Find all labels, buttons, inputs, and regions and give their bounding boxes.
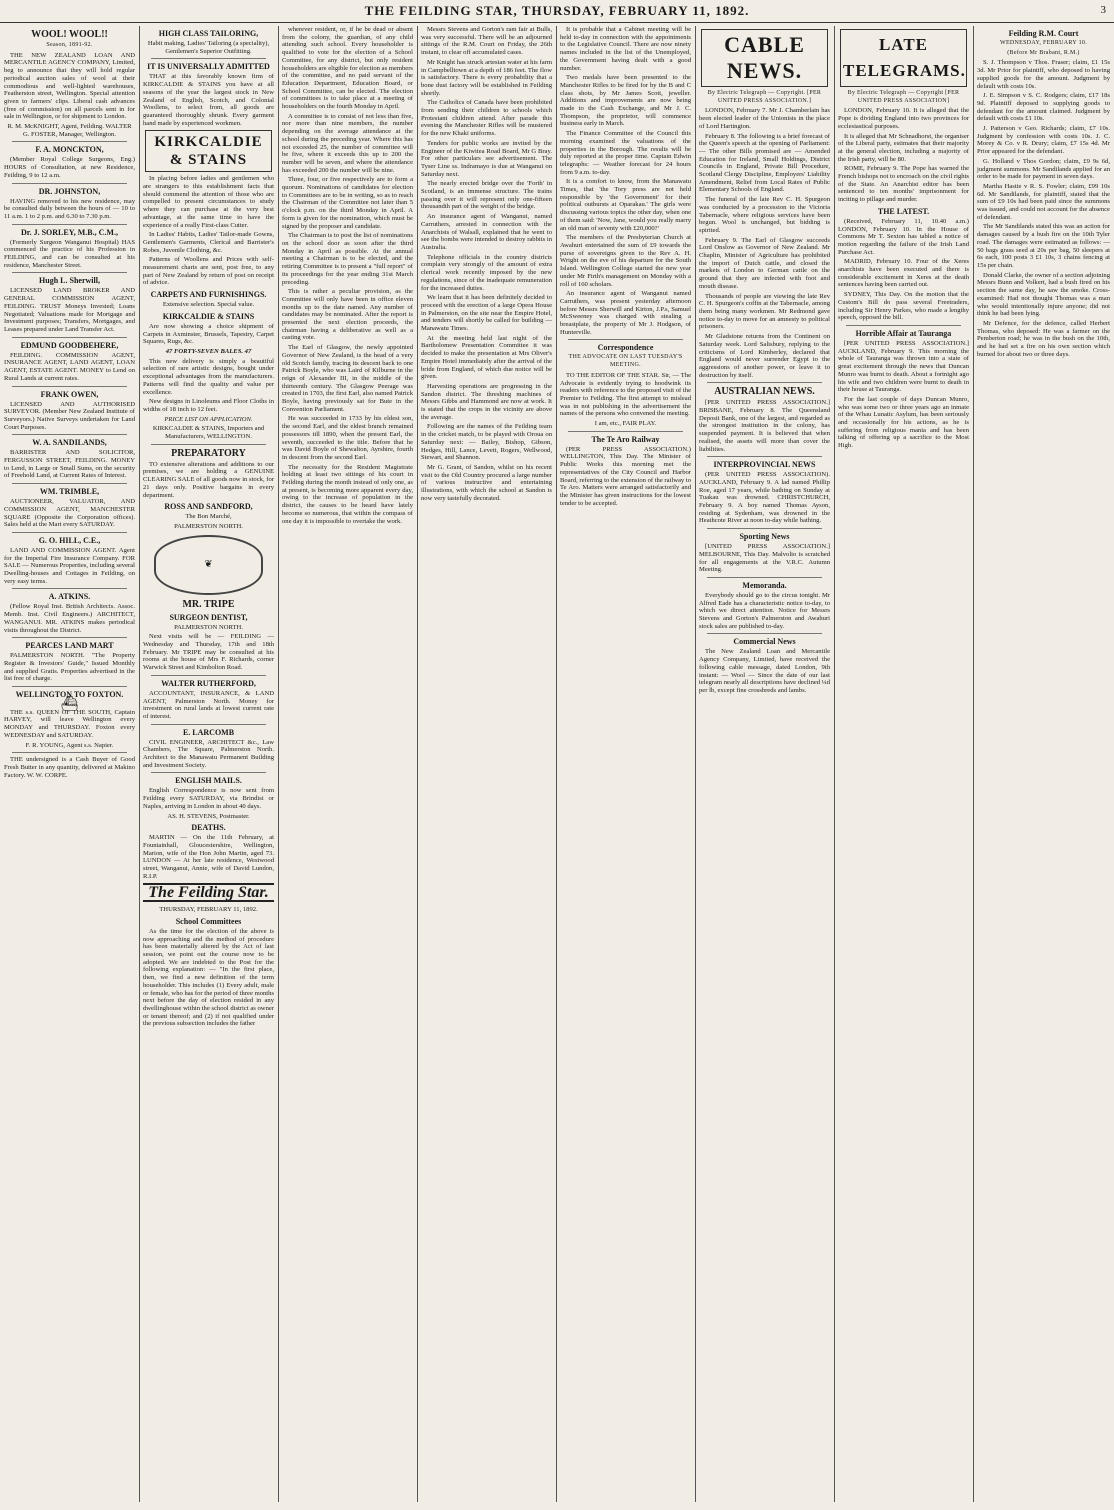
paragraph: Mr Knight has struck artesian water at his farm in Campbelltown at a depth of 186 feet. The flow is satisfactory. There is every probability that a bone dust factory will be established in Feilding shortly. — [421, 58, 552, 97]
divider — [151, 675, 266, 676]
paragraph: The members of the Presbyterian Church at Awahuri entertained the sum of £9 towards the purse of sovereigns given to the Rev A. H. Wright on the eve of his departure for the South Island. Wellington College started the new year under Mr Firth's management on Monday with a roll of 160 scholars. — [560, 234, 691, 288]
goodbehere-body: FEILDING. COMMISSION AGENT, INSURANCE AGENT, LAND AGENT, LOAN AGENT, ESTATE AGENT. MONEY to Lend on Rural Lands at current rates. — [4, 351, 135, 382]
paragraph: Two medals have been presented to the Manchester Rifles to be fired for by the B and C class shots, by Mr James Scott, jeweller. Additions and improvements are now being made to the Cash Exchange, and Mr J. C. Thompson, the proprietor, will commence business early in March. — [560, 74, 691, 128]
tripe-name: MR. TRIPE — [182, 598, 235, 610]
advocate-body: TO THE EDITOR OF THE STAR. Sir, — The Advocate is evidently trying to hoodwink its readers with reference to the proposed visit of the Premier to Feilding. The first attempt to mislead was in not publishing in the advertisement the names of the persons who convened the meeting. — [560, 371, 691, 418]
cable-news-heading: CABLE NEWS. — [724, 32, 805, 83]
paper-title: The Feilding Star. — [148, 883, 269, 901]
paragraph: The Chairman is to post the list of nominations on the school door as soon after the third Monday in April as possible. At the annual meeting a Chairman is to be elected, and the retiring Committee is to present a "full report" of its proceedings for the year ending 31st March preceding. — [282, 232, 413, 286]
paragraph: Donald Clarke, the owner of a section adjoining Messrs Bunn and Volkert, had a bush fired on his section the same day, he saw the smoke. Cross-examined: Had not thought Thomas was a man who would intentionally injure anyone; did not think he had been lying. — [977, 271, 1110, 318]
divider — [12, 183, 127, 184]
divider — [707, 456, 822, 457]
tripe-body: Next visits will be — FEILDING — Wednesday and Thursday, 17th and 18th February. Mr TRIPE may be consulted at his rooms at the house of Mrs F. Richards, corner Warwick Street and Kimbolton Road. — [143, 633, 274, 672]
australian-heading: AUSTRALIAN NEWS. — [714, 386, 815, 398]
divider — [707, 633, 822, 634]
paragraph: A committee is to consist of not less than five, nor more than nine members, the number depending on the average attendance at the school during the preceding year. Where this has not exceeded 25, the number of committee will be five, where it exceeds this up to 200 the number will be seven, and where the attendance has exceeded 200 the number will be nine. — [282, 112, 413, 174]
tripe-heading: SURGEON DENTIST, — [169, 612, 248, 622]
ornament-icon: ❦ — [204, 558, 213, 570]
divider — [12, 337, 127, 338]
column-2-advertisements — [139, 26, 278, 1502]
larcomb-body: CIVIL ENGINEER, ARCHITECT &c., Law Chambers, The Square, Palmerston North. Architect to the Manawatu Permanent Building and Investment Society. — [143, 738, 274, 769]
divider — [12, 483, 127, 484]
latest-heading: THE LATEST. — [877, 206, 930, 216]
paragraph: Three, four, or five respectively are to form a quorum. Nominations of candidates for election to Committees are to be in writing, so as to reach the Chairman of the Committee not later than 5 o'clock p.m. on the third Monday in April. A form is given for the nomination, which must be signed by the proposer and candidate. — [282, 176, 413, 230]
memoranda-heading: Memoranda. — [742, 580, 787, 590]
paragraph: LONDON, February 7. Mr J. Chamberlain has been elected leader of the Unionists in the place of Lord Hartington. — [699, 107, 830, 130]
paragraph: The Earl of Glasgow, the newly appointed Governor of New Zealand, is the head of a very old Scotch family, tracing its descent back to one Patrick Boyle, who was Laird of Kilburne in the reign of Alexander III, in the middle of the thirteenth century. The Glasgow Peerage was created in 1703, the first Earl, also named Patrick Boyle, having previously sat for Bute in the Convention Parliament. — [282, 344, 413, 413]
paragraph: An insurance agent of Wanganui, named Carruthers, arrested in connection with the Anarchists of Walsall, explained that he went to see the bombs were intended to destroy rabbits in Australia. — [421, 213, 552, 251]
divider — [12, 752, 127, 753]
johnston-body: HAVING removed to his new residence, may be consulted daily between the hours of — 10 to 11 a.m. 1 to 2 p.m. and 6.30 to 7.30 p.m. — [4, 197, 135, 220]
paragraph: For the last couple of days Duncan Munro, who was some two or three years ago an inmate of the Whau Lunatic Asylum, has been seriously and occasionally for his actions, as he is suffering from religious mania and has been talking of offering up a sacrifice to the Most High. — [838, 395, 969, 450]
paragraph: He was succeeded in 1733 by his eldest son, the second Earl, and the eldest branch remained possessors till 1890, when the present Earl, the seventh, succeeded to the title. Before that he was David Boyle of Shewalton, Ayrshire, fourth in descent from the second Earl. — [282, 415, 413, 461]
paragraph: J. Patterson v Geo. Richards; claim, £7 10s. Judgment by confession with costs 10s. J. C. Morey & Co. v R. Drury; claim, £7 15s 4d. Mr Prior appeared for the defendant. — [977, 125, 1110, 156]
commercial-body: The New Zealand Loan and Mercantile Agency Company, Limited, have received the following cable message, dated London, 9th instant: — Wool — Since the date of our last telegram nearly all descriptions have declined ¼d per lb, except fine crossbreds and lambs. — [699, 648, 830, 694]
sporting-body: [UNITED PRESS ASSOCIATION.] MELBOURNE, This Day. Malvolio is scratched for all engagements at the V.R.C. Autumn Meeting. — [699, 543, 830, 574]
horrible-affair-body: [PER UNITED PRESS ASSOCIATION.] AUCKLAND, February 9. This morning the whole of Tauranga was thrown into a state of great excitement through the news that Duncan Munro was burnt to death. About a fortnight ago his wife and two children were burnt to death in their house at Tauranga. — [838, 339, 969, 394]
paragraph: ROME, February 9. The Pope has warned the French bishops not to encroach on the civil rights of the State. An Anarchist editor has been sentenced to ten months' imprisonment for inciting to pillage and murder. — [838, 165, 969, 204]
paragraph: LONDON, February 10. It is alleged that the Pope is dividing England into two provinces for ecclesiastical purposes. — [838, 107, 969, 130]
owen-name: FRANK OWEN, — [40, 389, 99, 399]
paragraph: Following are the names of the Feilding team in the cricket match, to be played with Oroua on Saturday next: — Bailey, Bishop, Gibson, Hedges, Hill, Lance, Levett, Rogers, Wellwood, Stewart, and Shannon. — [421, 423, 552, 462]
paragraph: G. Holland v Thos Gordon; claim, £9 9s 6d, judgment summons. Mr Sandilands applied for an order to be made for payment in seven days. — [977, 157, 1110, 181]
admitted-body: THAT at this favorably known firm of KIRKCALDIE & STAINS you have at all seasons of the year the largest stock in New Zealand of English, Scotch, and Colonial Woollens, to select from, all goods are guaranteed thoroughly shrunk. Every garment hand made by experienced workmen. — [143, 73, 274, 127]
kirk-body: Are now showing a choice shipment of Carpets in Axminster, Brussels, Tapestry, Carpet Squares, Rugs, &c. — [143, 322, 274, 346]
paragraph: Martha Hastie v R. S. Fowler; claim, £99 10s 6d. Mr Sandilands, for plaintiff, stated that the sum of £9 10s had been paid since the summons was issued, and could not account for the absence of defendant. — [977, 182, 1110, 221]
wool-signature: R. M. McKNIGHT, Agent, Feilding. WALTER G. FOSTER, Manager, Wellington. — [7, 123, 132, 138]
column-5-news — [556, 26, 695, 1502]
trimble-name: WM. TRIMBLE, — [39, 487, 100, 497]
trimble-body: AUCTIONEER, VALUATOR, AND COMMISSION AGENT, MANCHESTER SQUARE (Opposite the Corporation offices). Sales held at the Mart every SATURDAY. — [4, 498, 135, 529]
tailoring-body: Habit making, Ladies' Tailoring (a speciality), Gentlemen's Superior Outfitting. — [147, 40, 270, 55]
paragraph: SYDNEY, This Day. On the motion that the Custom's Bill do pass several Freetraders, including Sir Henry Parkes, who made a lengthy speech, opposed the bill. — [838, 291, 969, 322]
sherwill-name: Hugh L. Sherwill, — [39, 276, 100, 286]
column-7-late-telegrams — [834, 26, 973, 1502]
late-telegrams-heading: LATE TELEGRAMS. — [843, 35, 966, 80]
deaths-body: MARTIN — On the 11th February, at Fountainhall, Gloucestershire, Wellington, Marion, wife of the Hon John Martin, aged 73. LUNDON — At her late residence, Westwood street, Wanganui, Annie, wife of David Lundon, R.I.P. — [143, 834, 274, 880]
price-list: PRICE LIST ON APPLICATION. — [164, 415, 253, 423]
divider — [12, 686, 127, 687]
mails-heading: ENGLISH MAILS. — [175, 776, 242, 786]
paper-date: THURSDAY, FEBRUARY 11, 1892. — [159, 906, 258, 914]
court-before: (Before Mr Brabant, R.M.) — [1007, 49, 1080, 56]
divider — [568, 339, 683, 340]
sherwill-body: LICENSED LAND BROKER AND GENERAL COMMISSION AGENT, FEILDING. TRUST Moneys Invested; Loans Negotiated; Valuations made for Mortgage and Investment purposes; Transfers, Mortgages, and Leases prepared under Land Transfer Act. — [4, 287, 135, 333]
monckton-name: F. A. MONCKTON, — [35, 145, 104, 155]
deaths-heading: DEATHS. — [191, 823, 226, 833]
late-telegrams-header-box — [840, 29, 967, 87]
sandilands-body: BARRISTER AND SOLICITOR, FERGUSSON STREET, FEILDING. MONEY to Lend, in Large or Small Sums, on the security of Freehold Land, at Current Rates of Interest. — [4, 449, 135, 480]
page-number: 3 — [1100, 4, 1106, 16]
divider — [12, 141, 127, 142]
cable-news-sub: By Electric Telegraph — Copyright. [PER UNITED PRESS ASSOCIATION.] — [707, 90, 822, 104]
te-aro-heading: The Te Aro Railway — [591, 434, 660, 444]
paragraph: The Catholics of Canada have been prohibited from sending their children to schools which Protestant children attend. After parade this evening the Manchester Rifles will be mustered for the new Khaki uniforms. — [421, 99, 552, 138]
carpets-heading: CARPETS AND FURNISHINGS. — [150, 290, 267, 300]
paragraph: MADRID, February 10. Four of the Xeres anarchists have been executed and there is considerable excitement in Xeres at the death sentences having been carried out. — [838, 258, 969, 289]
patterns-body: Patterns of Woollens and Prices with self-measurement charts are sent, post free, to any part of New Zealand by return of post on receipt of advice. — [143, 256, 274, 287]
divider — [12, 434, 127, 435]
australian-body: [PER UNITED PRESS ASSOCIATION.] BRISBANE, February 8. The Queensland Deposit Bank, one of the largest, and regarded as the strongest institution in the colony, has suspended payment. It is believed that when realised, the assets will more than cover the liabilities. — [699, 399, 830, 453]
correspondence-heading: Correspondence — [597, 343, 654, 353]
kirk-signature: KIRKCALDIE & STAINS, Importers and Manufacturers, WELLINGTON. — [152, 425, 265, 441]
ross-place: PALMERSTON NORTH. — [174, 522, 243, 530]
foxton-heading: WELLINGTON TO FOXTON. — [15, 690, 124, 700]
atkins-name: A. ATKINS. — [48, 592, 91, 602]
pearces-name: PEARCES LAND MART — [25, 641, 114, 651]
paragraph: It is probable that a Cabinet meeting will be held to-day in connection with the appointments to the Legislative Council. There are now ninety names included in the list of the Unemployed, the Government having dealt with a good number. — [560, 26, 691, 72]
paper-title-box — [143, 883, 274, 903]
divider — [12, 224, 127, 225]
sandilands-name: W. A. SANDILANDS, — [32, 438, 107, 448]
paragraph: Mr Defence, for the defence, called Herbert Thomas, who deposed: He was a farmer on the Pemberton road; he was in the bush on the 10th, and he had set a fire on his own section which burned for about two or three days. — [977, 319, 1110, 358]
paragraph: Telephone officials in the country districts complain very strongly of the amount of extra clerical work recently imposed by the new regulations, since of the inadequate remuneration for the increased duties. — [421, 253, 552, 292]
advocate-heading: THE ADVOCATE ON LAST TUESDAY'S MEETING. — [568, 354, 683, 369]
divider — [707, 528, 822, 529]
paragraph: S. J. Thompson v Thos. Fraser; claim, £1 15s 3d. Mr Prior for plaintiff, who deposed to having supplied goods for the amount. Judgment by default with costs 10s. — [977, 59, 1110, 90]
paragraph: Harvesting operations are progressing in the Sandon district. The threshing machines of Messrs Gibbs and Hammond are now at work. It is stated that the crops in the vicinity are above the average. — [421, 382, 552, 421]
sorley-name: Dr. J. SORLEY, M.B., C.M., — [21, 227, 118, 237]
column-3-editorial — [278, 26, 417, 1502]
steamship-icon: ⛴ — [60, 697, 79, 713]
preparatory-heading: PREPARATORY — [171, 447, 246, 459]
divider — [12, 532, 127, 533]
divider — [12, 588, 127, 589]
rutherford-name: WALTER RUTHERFORD, — [161, 678, 256, 688]
paragraph: Messrs Stevens and Gorton's ram fair at Bulls, was very successful. There will be an adjourned sittings of the R.M. Court on Friday, the 26th instant, to clear off accumulated cases. — [421, 26, 552, 57]
paragraph: wherever resident, or, if he be dead or absent from the colony, the guardian, of any child attending such school. Every householder is qualified to vote for the election of a School Committee, for any district, but only resident householders are eligible for election as members of the committee, and no paid servant of the Education Department, Education Board, or School Committee, can be elected. The election of committees is to take place at a meeting of householders on the fourth Monday in April. — [282, 26, 413, 111]
paragraph: An insurance agent of Wanganui named Carruthers, was present yesterday afternoon before Messrs Sherwill and Kirton, J.P.s, Samuel McSweeney was charged with stealing a breastplate, the property of Mr J. Hodgson, of Hunterville. — [560, 290, 691, 336]
late-telegrams-sub: By Electric Telegraph — Copyright [PER UNITED PRESS ASSOCIATION] — [847, 90, 960, 104]
bales-line: 47 FORTY-SEVEN BALES. 47 — [165, 347, 252, 355]
column-1-advertisements — [0, 26, 139, 1502]
court-heading: Feilding R.M. Court — [1008, 29, 1079, 38]
column-8-rm-court — [973, 26, 1114, 1502]
paragraph: February 9. The Earl of Glasgow succeeds Lord Onslow as Governor of New Zealand. Mr Chaplin, Minister of Agriculture has prohibited the import of Dutch cattle, and closed the markets of London to German cattle on the ground that they are infected with foot and mouth disease. — [699, 236, 830, 290]
firm-body: In placing before ladies and gentlemen who are strangers to this establishment facts that should commend the attention of those who are compelled to present circumstances to study where they can purchase at the very best advantage, at the same time to have the experience of a really First-class Cutter. — [143, 175, 274, 229]
paragraph: February 8. The following is a brief forecast of the Queen's speech at the opening of Parliament: — The other Bills promised are — Amended Education for Ireland, Small Holdings, District Councils in England, Private Bill Procedure, Scotland Clergy Discipline, Employers' Liability Amendment, Relief from Local Rates of Public Elementary Schools of England. — [699, 132, 830, 194]
paragraph: Mr G. Grant, of Sandon, whilst on his recent visit to the Old Country procured a large number of various instructive and entertaining illustrations, with which the school at Sandon is now very tastefully decorated. — [421, 463, 552, 502]
paragraph: We learn that it has been definitely decided to proceed with the erection of a large Opera House in Palmerston, on the site near the Empire Hotel, and tenders will shortly be called for building — Manawatu Times. — [421, 294, 552, 333]
monckton-body: (Member Royal College Surgeons, Eng.) HOURS of Consultation, at new Residence, Feilding, 9 to 12 a.m. — [4, 156, 135, 179]
divider — [151, 724, 266, 725]
tripe-place: PALMERSTON NORTH. — [174, 623, 243, 631]
butter-notice: THE undersigned is a Cash Buyer of Good Fresh Butter in any quantity, delivered at Makino Factory. W. W. CORPE. — [4, 756, 135, 779]
wool-season: Season, 1891-92. — [46, 42, 93, 48]
paragraph: This is rather a peculiar provision, as the Committee will only have been in office eleven months up to the date named. Any number of candidates may be nominated. After the report is presented the next election proceeds, the chairman having a deliberative as well as a casting vote. — [282, 288, 413, 342]
foxton-body: THE s.s. QUEEN OF THE SOUTH, Captain HARVEY, will leave Wellington every MONDAY and THURSDAY. Foxton every WEDNESDAY and SATURDAY. — [4, 708, 135, 739]
court-date: WEDNESDAY, FEBRUARY 10. — [999, 40, 1088, 46]
cable-news-header-box — [701, 29, 828, 87]
column-4-local-news — [417, 26, 556, 1502]
ladies-body: In Ladies' Habits, Ladies' Tailor-made Gowns, Gentlemen's Garments, Clerical and Barrister's Robes, Juvenile Clothing, &c. — [143, 231, 274, 254]
column-6-cable-news — [695, 26, 834, 1502]
paragraph: Thousands of people are viewing the late Rev C. H. Spurgeon's coffin at the Tabernacle, among them being many workmen. Mr Redmond gave notice to-day to move for an amnesty to political prisoners. — [699, 292, 830, 331]
hill-body: LAND AND COMMISSION AGENT. Agent for the Imperial Fire Insurance Company. FOR SALE — Numerous Properties, including several Dwelling-houses and Cottages in Feilding, on very easy terms. — [4, 546, 135, 585]
pearces-body: PALMERSTON NORTH. "The Property Register & Investors' Guide," Issued Monthly and supplied Gratis. Properties advertised in the list free of charge. — [4, 652, 135, 683]
sporting-heading: Sporting News — [739, 532, 790, 542]
paragraph: At the meeting held last night of the Bartholomew Presentation Committee it was decided to make the presentation at Mrs Oliver's Empire Hotel immediately after the arrival of the bride from England, of which due notice will be given. — [421, 334, 552, 381]
drapery-body: This new delivery is simply a beautiful selection of rare artistic designs, bought under exceptional advantages from the manufacturers. Patterns will find the quality and value per excellence. — [143, 357, 274, 396]
firm-logo-box — [145, 130, 272, 172]
paragraph: Tenders for public works are invited by the Engineer of the Kiwitea Road Board, Mr G Bray. For other particulars see advertisement. The Tyser Line ss. Indramayo is due at Wanganui on Saturday next. — [421, 139, 552, 178]
horrible-affair-heading: Horrible Affair at Tauranga — [855, 328, 952, 338]
paragraph: The necessity for the Resident Magistrate holding at least two sittings of his court in Feilding during the month instead of only one, as at present, is becoming more apparent every day, owing to the increase of population in the district, the causes to be heard have lately become so numerous, that within the compass of one day it is impossible to overtake the work. — [282, 463, 413, 525]
linoleum-body: New designs in Linoleums and Floor Cloths in widths of 18 inch to 12 feet. — [143, 398, 274, 413]
latest-body: (Received, February 11, 10.40 a.m.) LONDON, February 10. In the House of Commons Mr T. Sexton has tabled a notice of motion regarding the failure of the Irish Land Purchase Act. — [838, 217, 969, 256]
mails-body: English Correspondence is now sent from Feilding every SATURDAY, via Brindisi or Naples, arriving in London in about 40 days. — [143, 787, 274, 810]
committees-heading: School Committees — [175, 916, 242, 926]
owen-body: LICENSED AND AUTHORISED SURVEYOR. (Member New Zealand Institute of Surveyors.) Native Surveys undertaken for Land Court Purposes. — [4, 400, 135, 431]
decorative-oval-ornament — [154, 535, 263, 595]
sorley-body: (Formerly Surgeon Wanganui Hospital) HAS commenced the practice of his Profession in FEILDING, and can be consulted at his residence, Manchester Street. — [4, 238, 135, 269]
paragraph: J. E. Simpson v S. C. Rodgers; claim, £17 18s 9d. Plaintiff deposed to supplying goods to defendant for the amount claimed. Judgment by default with costs £1 10s. — [977, 92, 1110, 123]
memoranda-body: Everybody should go to the circus tonight. Mr Alfred Eade has a characteristic notice to-day, to which we direct attention. Notice for Messrs Stevens and Gorton's Palmerston and Awahuri stock sales are published to-day. — [699, 591, 830, 630]
goodbehere-name: EDMUND GOODBEHERE, — [20, 340, 119, 350]
wool-body: THE NEW ZEALAND LOAN AND MERCANTILE AGENCY COMPANY, Limited, beg to announce that they will hold regular periodical auction sales of wool at their commodious and well-lighted warehouses, Featherston street, Wellington. Special attention given to farmers' clips. Liberal cash advances (free of commission) on all parcels sent in for sale in Wellington, or for shipment to London. — [4, 51, 135, 121]
ross-signature: ROSS AND SANDFORD, — [164, 502, 253, 512]
wool-heading: WOOL! WOOL!! — [31, 29, 108, 40]
larcomb-name: E. LARCOMB — [182, 727, 235, 737]
divider — [707, 577, 822, 578]
paragraph: It is a comfort to know, from the Manawatu Times, that 'the Tory press are not held responsible by 'the Government' for their political outbursts at Oparakau.' The girls were discussing various topics the other day, when one of them said: 'Now, Jane, would you really marry an old man of seventy with £20,000?' — [560, 178, 691, 232]
paragraph: The Mr Sandilands stated this was an action for damages caused by a bush fire on the 10th Tyler road. The damages were estimated as follows: — 50 bags grass seed at 20s per bag, 50 sleepers at 6s each, 100 posts 3 £1 10s, 3 chains fencing at 15s per chain. — [977, 223, 1110, 269]
divider — [12, 272, 127, 273]
admitted-heading: IT IS UNIVERSALLY ADMITTED — [147, 62, 270, 72]
mails-signature: AS. H. STEVENS, Postmaster. — [167, 812, 250, 820]
committees-body: As the time for the election of the above is now approaching and the method of procedure has been materially altered by the Act of last session, we point out the course now to be adopted. We are indebted to the Post for the following explanation: — "In the first place, then, we find a new definition of the term householder. This includes (1) Every adult, male or female, who has for the period of three months next before the day of election resided in any dwellinghouse within the school district as owner or tenant thereof; and (2) if not qualified under the previous subsection includes the father — [143, 927, 274, 1028]
johnston-name: DR. JOHNSTON, — [38, 186, 101, 196]
divider — [568, 431, 683, 432]
kirk-heading: KIRKCALDIE & STAINS — [162, 311, 255, 321]
rutherford-body: ACCOUNTANT, INSURANCE, & LAND AGENT, Palmerston North. Money for investment on rural lands at lowest current rate of interest. — [143, 689, 274, 720]
divider — [151, 772, 266, 773]
paragraph: The nearly erected bridge over the 'Forth' in Scotland, is an immense structure. The trains passing over it will represent only one-fifteen thousandth part of the weight of the bridge. — [421, 180, 552, 211]
divider — [12, 386, 127, 387]
divider — [707, 382, 822, 383]
commercial-heading: Commercial News — [733, 637, 796, 647]
divider — [151, 444, 266, 445]
carpets-body: Extensive selection. Special value. — [162, 301, 255, 309]
atkins-body: (Fellow Royal Inst. British Architects. Assoc. Memb. Inst. Civil Engineers.) ARCHITECT, WANGANUI. MR. ATKINS makes periodical visits throughout the District. — [4, 603, 135, 634]
paragraph: The funeral of the late Rev C. H. Spurgeon was conducted by a procession to the Victoria Tabernacle, where religious services have been begun. Wool is unchanged, but bidding is spirited. — [699, 196, 830, 234]
firm-logo: KIRKCALDIE & STAINS — [154, 134, 263, 169]
interprovincial-heading: INTERPROVINCIAL NEWS — [713, 460, 816, 470]
masthead — [0, 0, 1114, 23]
interprovincial-body: (PER UNITED PRESS ASSOCIATION). AUCKLAND, February 9. A lad named Phillip Roe, aged 17 years, while bathing on Sunday at Tuakau was drowned. CHRISTCHURCH, February 9. A boy named Thomas Ayson, residing at Sydenham, was drowned in the Heathcote River at noon to-day while bathing. — [699, 471, 830, 525]
hill-name: G. O. HILL, C.E., — [38, 535, 101, 545]
tailoring-heading: HIGH CLASS TAILORING, — [158, 29, 259, 38]
paragraph: The Finance Committee of the Council this morning examined the valuations of the properties in the Borough. The results will be duly reported at the proper time. Captain Edwin telegraphs: — Weather forecast for 24 hours from 9 a.m. to-day. — [560, 130, 691, 176]
divider — [12, 637, 127, 638]
masthead-title: THE FEILDING STAR, THURSDAY, FEBRUARY 11, 1892. — [364, 3, 750, 18]
ross-sub: The Bon Marché, — [185, 513, 232, 521]
advocate-signature: I am, etc., FAIR PLAY. — [594, 420, 657, 428]
divider — [846, 325, 961, 326]
paragraph: Mr Gladstone returns from the Continent on Saturday week. Lord Salisbury, replying to the criticisms of Lord Kimberley, declared that England would never surrender Egypt to the aggressions of another power, or leave it to destruction by itself. — [699, 333, 830, 379]
te-aro-body: (PER PRESS ASSOCIATION.) WELLINGTON, This Day. The Minister of Public Works this morning met the representatives of the City Council and Harbor Board, referring to the extension of the railway to Te Aro. Matters were arranged satisfactorily and the Minister has given instructions for the lowest tender to be accepted. — [560, 445, 691, 507]
foxton-signature: F. R. YOUNG, Agent s.s. Napier. — [25, 741, 114, 749]
paragraph: It is alleged that Mr Schnadhorst, the organiser of the Liberal party, estimates that their majority at the general election, including a majority of the Irish party, will be 80. — [838, 132, 969, 163]
divider — [151, 58, 266, 59]
preparatory-body: TO extensive alterations and additions to our premises, we are holding a GENUINE CLEARING SALE of all goods now in stock, for 21 days only. Positive bargains in every department. — [143, 460, 274, 499]
